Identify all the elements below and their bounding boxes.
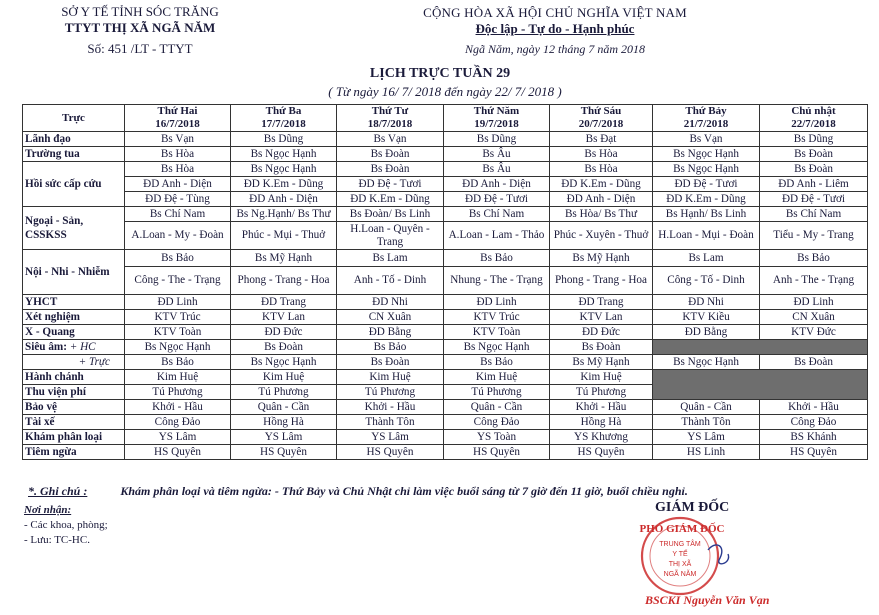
table-cell: Bs Đoàn bbox=[337, 355, 444, 370]
table-row bbox=[23, 132, 868, 147]
table-row bbox=[23, 325, 868, 340]
table-cell: Phong - Trang - Hoa bbox=[231, 267, 337, 295]
table-cell: Bs Chí Nam bbox=[760, 207, 868, 222]
row-label: Nội - Nhi - Nhiễm bbox=[23, 250, 125, 295]
table-cell: Khởi - Hầu bbox=[125, 400, 231, 415]
national-title: CỘNG HÒA XÃ HỘI CHỦ NGHĨA VIỆT NAM bbox=[423, 5, 687, 20]
table-cell: KTV Lan bbox=[231, 310, 337, 325]
table-cell: Kim Huệ bbox=[444, 370, 550, 385]
table-cell: ĐD Đệ - Tươi bbox=[653, 177, 760, 192]
table-cell: ĐD Bằng bbox=[337, 325, 444, 340]
table-cell: ĐD Linh bbox=[760, 295, 868, 310]
table-cell: Kim Huệ bbox=[550, 370, 653, 385]
table-cell: ĐD Đệ - Tươi bbox=[760, 192, 868, 207]
table-row bbox=[23, 445, 868, 460]
table-cell: ĐD Anh - Diện bbox=[231, 192, 337, 207]
table-cell: ĐD Nhi bbox=[653, 295, 760, 310]
column-header-day: Thứ Năm 19/7/2018 bbox=[444, 105, 550, 132]
header-right bbox=[380, 5, 730, 57]
table-cell: YS Toàn bbox=[444, 430, 550, 445]
table-cell: CN Xuân bbox=[760, 310, 868, 325]
row-label: Ngoại - Sản, CSSKSS bbox=[23, 207, 125, 250]
table-cell: Bs Ngọc Hạnh bbox=[444, 340, 550, 355]
table-cell: Bs Âu bbox=[444, 162, 550, 177]
table-cell: HS Quyên bbox=[444, 445, 550, 460]
table-cell: HS Quyên bbox=[760, 445, 868, 460]
table-cell: ĐD Anh - Liêm bbox=[760, 177, 868, 192]
table-cell: HS Quyên bbox=[231, 445, 337, 460]
table-cell: CN Xuân bbox=[337, 310, 444, 325]
svg-text:THỊ XÃ: THỊ XÃ bbox=[668, 561, 692, 568]
table-cell: Bs Mỹ Hạnh bbox=[550, 250, 653, 267]
table-cell: BS Khánh bbox=[760, 430, 868, 445]
center-name: TTYT THỊ XÃ NGÃ NĂM bbox=[64, 20, 216, 36]
row-label: Tài xế bbox=[23, 415, 125, 430]
document-date: Ngã Năm, ngày 12 tháng 7 năm 2018 bbox=[465, 41, 645, 56]
table-row bbox=[23, 147, 868, 162]
table-cell: Bs Vạn bbox=[125, 132, 231, 147]
table-row bbox=[23, 177, 868, 192]
table-cell: Bs Đoàn bbox=[337, 147, 444, 162]
table-cell: ĐD Đệ - Tươi bbox=[337, 177, 444, 192]
table-cell: Bs Mỹ Hạnh bbox=[550, 355, 653, 370]
national-motto: Độc lập - Tự do - Hạnh phúc bbox=[475, 21, 635, 37]
official-seal-icon bbox=[636, 510, 736, 598]
row-label: X - Quang bbox=[23, 325, 125, 340]
table-cell: YS Lâm bbox=[231, 430, 337, 445]
table-cell: Hồng Hà bbox=[231, 415, 337, 430]
table-cell: Bs Hạnh/ Bs Linh bbox=[653, 207, 760, 222]
table-cell: A.Loan - My - Đoàn bbox=[125, 222, 231, 250]
table-cell: Bs Dũng bbox=[231, 132, 337, 147]
table-cell: Công Đảo bbox=[125, 415, 231, 430]
table-row bbox=[23, 400, 868, 415]
table-cell: Kim Huệ bbox=[231, 370, 337, 385]
table-cell: Tú Phương bbox=[231, 385, 337, 400]
table-cell: YS Lâm bbox=[337, 430, 444, 445]
table-cell: ĐD Anh - Diện bbox=[125, 177, 231, 192]
table-cell: Bs Ngọc Hạnh bbox=[231, 162, 337, 177]
table-cell: ĐD Anh - Diện bbox=[444, 177, 550, 192]
table-cell: Bs Hòa bbox=[550, 162, 653, 177]
table-cell: Phúc - Xuyên - Thuở bbox=[550, 222, 653, 250]
row-label: + Trực bbox=[23, 355, 125, 370]
table-cell: Anh - The - Trạng bbox=[760, 267, 868, 295]
table-cell: Bs Đoàn/ Bs Linh bbox=[337, 207, 444, 222]
row-label: Thu viện phí bbox=[23, 385, 125, 400]
table-cell: Bs Âu bbox=[444, 147, 550, 162]
table-cell: Phong - Trang - Hoa bbox=[550, 267, 653, 295]
table-cell: Bs Bảo bbox=[760, 250, 868, 267]
table-cell: Bs Ngọc Hạnh bbox=[653, 162, 760, 177]
row-label: Bảo vệ bbox=[23, 400, 125, 415]
table-cell: Khởi - Hầu bbox=[760, 400, 868, 415]
table-row bbox=[23, 222, 868, 250]
table-cell: HS Quyên bbox=[550, 445, 653, 460]
column-header-day: Thứ Hai 16/7/2018 bbox=[125, 105, 231, 132]
table-cell: Tú Phương bbox=[444, 385, 550, 400]
table-row bbox=[23, 250, 868, 267]
table-cell: Công Đảo bbox=[760, 415, 868, 430]
table-cell: ĐD Trang bbox=[550, 295, 653, 310]
table-row bbox=[23, 355, 868, 370]
footnote bbox=[28, 484, 688, 499]
table-cell: Bs Chí Nam bbox=[125, 207, 231, 222]
table-row bbox=[23, 310, 868, 325]
footnote-text: Khám phân loại và tiêm ngừa: - Thứ Bảy và Chủ Nhật chỉ làm việc buổi sáng từ 7 giờ đến 11 giờ, buổi chiều nghỉ. bbox=[120, 484, 688, 498]
table-row bbox=[23, 430, 868, 445]
table-cell: YS Lâm bbox=[125, 430, 231, 445]
table-cell: A.Loan - Lam - Thảo bbox=[444, 222, 550, 250]
table-cell: Bs Bảo bbox=[337, 340, 444, 355]
document-number: Số: 451 /LT - TTYT bbox=[87, 40, 193, 56]
table-cell: ĐD Nhi bbox=[337, 295, 444, 310]
table-cell: Tú Phương bbox=[550, 385, 653, 400]
table-cell: Bs Dũng bbox=[444, 132, 550, 147]
table-cell: Hồng Hà bbox=[550, 415, 653, 430]
svg-text:TRUNG TÂM: TRUNG TÂM bbox=[659, 541, 701, 548]
table-cell: Phúc - Mụi - Thuở bbox=[231, 222, 337, 250]
table-cell: Bs Lam bbox=[653, 250, 760, 267]
table-cell: ĐD K.Em - Dũng bbox=[653, 192, 760, 207]
table-cell: Bs Mỹ Hạnh bbox=[231, 250, 337, 267]
row-label: Hành chánh bbox=[23, 370, 125, 385]
table-cell: ĐD K.Em - Dũng bbox=[550, 177, 653, 192]
table-cell: Anh - Tố - Dinh bbox=[337, 267, 444, 295]
row-label: Tiêm ngừa bbox=[23, 445, 125, 460]
table-cell: Tú Phương bbox=[337, 385, 444, 400]
table-cell: Bs Bảo bbox=[125, 250, 231, 267]
page-subtitle: ( Từ ngày 16/ 7/ 2018 đến ngày 22/ 7/ 2018 ) bbox=[328, 84, 562, 99]
table-cell: ĐD Đức bbox=[231, 325, 337, 340]
table-cell: KTV Trúc bbox=[125, 310, 231, 325]
recipients-title: Nơi nhận: bbox=[24, 504, 72, 516]
table-cell: Khởi - Hầu bbox=[550, 400, 653, 415]
column-header-day: Thứ Ba 17/7/2018 bbox=[231, 105, 337, 132]
page-title: LỊCH TRỰC TUẦN 29 bbox=[369, 66, 511, 81]
table-cell: Bs Hòa bbox=[125, 162, 231, 177]
table-cell: Bs Vạn bbox=[653, 132, 760, 147]
table-cell: KTV Kiều bbox=[653, 310, 760, 325]
table-cell: ĐD Đức bbox=[550, 325, 653, 340]
table-cell: Bs Bảo bbox=[125, 355, 231, 370]
table-cell: Kim Huệ bbox=[337, 370, 444, 385]
table-cell: YS Khương bbox=[550, 430, 653, 445]
row-label: Hồi sức cấp cứu bbox=[23, 162, 125, 207]
table-cell: KTV Toàn bbox=[125, 325, 231, 340]
svg-text:Y TẾ: Y TẾ bbox=[672, 551, 688, 558]
table-cell: ĐD Anh - Diện bbox=[550, 192, 653, 207]
table-row bbox=[23, 415, 868, 430]
table-row bbox=[23, 207, 868, 222]
svg-text:PHÓ GIÁM ĐỐC: PHÓ GIÁM ĐỐC bbox=[639, 523, 725, 535]
footnote-label: *. Ghi chú : bbox=[28, 484, 88, 498]
row-label: YHCT bbox=[23, 295, 125, 310]
table-cell: Bs Bảo bbox=[444, 250, 550, 267]
table-cell: Bs Lam bbox=[337, 250, 444, 267]
table-cell: Bs Đạt bbox=[550, 132, 653, 147]
table-cell: ĐD Linh bbox=[444, 295, 550, 310]
table-row bbox=[23, 267, 868, 295]
table-cell: Bs Ngọc Hạnh bbox=[653, 147, 760, 162]
table-cell: KTV Đức bbox=[760, 325, 868, 340]
table-cell: KTV Trúc bbox=[444, 310, 550, 325]
duty-schedule-table bbox=[22, 104, 868, 460]
table-cell: Thành Tôn bbox=[337, 415, 444, 430]
column-header-day: Thứ Tư 18/7/2018 bbox=[337, 105, 444, 132]
table-cell: Tú Phương bbox=[125, 385, 231, 400]
row-label: Khám phân loại bbox=[23, 430, 125, 445]
table-cell: Quân - Cần bbox=[444, 400, 550, 415]
table-cell: Công - The - Trạng bbox=[125, 267, 231, 295]
table-cell: Bs Đoàn bbox=[337, 162, 444, 177]
table-cell: Bs Ngọc Hạnh bbox=[653, 355, 760, 370]
table-cell: Bs Hòa/ Bs Thư bbox=[550, 207, 653, 222]
column-header-day: Chủ nhật 22/7/2018 bbox=[760, 105, 868, 132]
shaded-cell bbox=[653, 340, 868, 355]
table-cell: Kim Huệ bbox=[125, 370, 231, 385]
signature-title: GIÁM ĐỐC bbox=[655, 500, 730, 515]
table-cell: HS Quyên bbox=[337, 445, 444, 460]
table-cell: Bs Vạn bbox=[337, 132, 444, 147]
table-cell: ĐD K.Em - Dũng bbox=[231, 177, 337, 192]
recipients-block bbox=[24, 503, 108, 548]
table-cell: Bs Bảo bbox=[444, 355, 550, 370]
table-cell: ĐD Bằng bbox=[653, 325, 760, 340]
table-cell: Bs Đoàn bbox=[550, 340, 653, 355]
table-cell: Tiểu - My - Trang bbox=[760, 222, 868, 250]
column-header-day: Thứ Sáu 20/7/2018 bbox=[550, 105, 653, 132]
table-cell: Quân - Cần bbox=[653, 400, 760, 415]
table-cell: KTV Lan bbox=[550, 310, 653, 325]
table-cell: H.Loan - Quyên - Trang bbox=[337, 222, 444, 250]
row-label: Trường tua bbox=[23, 147, 125, 162]
table-cell: Công Đảo bbox=[444, 415, 550, 430]
table-cell: Bs Ngọc Hạnh bbox=[125, 340, 231, 355]
table-cell: ĐD Trang bbox=[231, 295, 337, 310]
table-cell: H.Loan - Mụi - Đoàn bbox=[653, 222, 760, 250]
table-cell: Nhung - The - Trạng bbox=[444, 267, 550, 295]
table-cell: Bs Hòa bbox=[550, 147, 653, 162]
table-cell: Thành Tôn bbox=[653, 415, 760, 430]
table-cell: Công - Tố - Dinh bbox=[653, 267, 760, 295]
table-cell: Bs Đoàn bbox=[231, 340, 337, 355]
table-cell: Bs Ngọc Hạnh bbox=[231, 355, 337, 370]
signer-name: BSCKI Nguyễn Văn Vạn bbox=[645, 593, 770, 607]
table-cell: HS Quyên bbox=[125, 445, 231, 460]
column-header-day: Thứ Bảy 21/7/2018 bbox=[653, 105, 760, 132]
table-row bbox=[23, 295, 868, 310]
table-cell: Bs Ngọc Hạnh bbox=[231, 147, 337, 162]
header-left bbox=[35, 4, 245, 57]
table-cell: Quân - Cần bbox=[231, 400, 337, 415]
table-cell: Bs Đoàn bbox=[760, 147, 868, 162]
row-label: Lãnh đạo bbox=[23, 132, 125, 147]
department-name: SỞ Y TẾ TỈNH SÓC TRĂNG bbox=[61, 4, 219, 19]
row-label: Siêu âm: + HC bbox=[23, 340, 125, 355]
table-row bbox=[23, 340, 868, 355]
table-row bbox=[23, 370, 868, 385]
recipient-item: - Lưu: TC-HC. bbox=[24, 534, 90, 546]
table-cell: Bs Hòa bbox=[125, 147, 231, 162]
table-cell: ĐD Đệ - Tùng bbox=[125, 192, 231, 207]
column-header-role: Trực bbox=[23, 105, 125, 132]
table-cell: ĐD K.Em - Dũng bbox=[337, 192, 444, 207]
table-header-row bbox=[23, 105, 868, 132]
table-cell: KTV Toàn bbox=[444, 325, 550, 340]
table-cell: ĐD Đệ - Tươi bbox=[444, 192, 550, 207]
table-cell: YS Lâm bbox=[653, 430, 760, 445]
table-cell: Bs Chí Nam bbox=[444, 207, 550, 222]
svg-text:NGÃ NĂM: NGÃ NĂM bbox=[663, 571, 697, 578]
recipient-item: - Các khoa, phòng; bbox=[24, 519, 108, 531]
shaded-cell bbox=[653, 370, 868, 400]
table-cell: ĐD Linh bbox=[125, 295, 231, 310]
table-row bbox=[23, 192, 868, 207]
table-cell: Bs Đoàn bbox=[760, 162, 868, 177]
table-cell: Khởi - Hầu bbox=[337, 400, 444, 415]
row-label: Xét nghiệm bbox=[23, 310, 125, 325]
table-cell: Bs Dũng bbox=[760, 132, 868, 147]
table-row bbox=[23, 162, 868, 177]
table-cell: HS Linh bbox=[653, 445, 760, 460]
table-cell: Bs Đoàn bbox=[760, 355, 868, 370]
table-cell: Bs Ng.Hạnh/ Bs Thư bbox=[231, 207, 337, 222]
